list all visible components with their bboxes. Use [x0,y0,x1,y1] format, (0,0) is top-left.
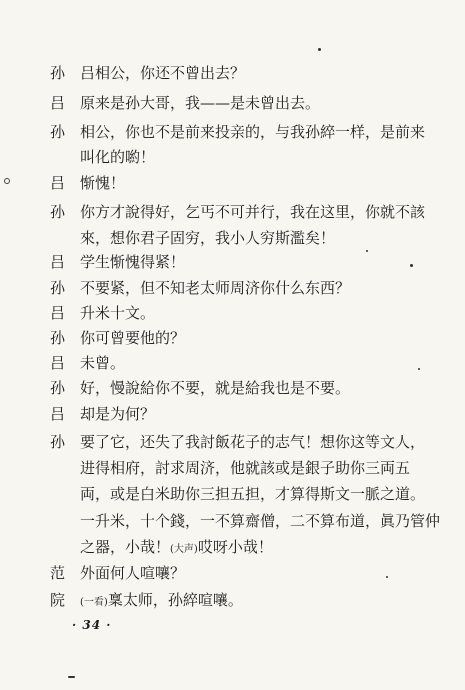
scan-speck [4,178,10,184]
speaker: 吕 [50,304,66,322]
speaker: 吕 [50,253,66,271]
scan-speck [418,368,420,370]
dialogue-line: 升米十文。 [80,304,156,322]
speaker: 孙 [50,379,66,397]
speaker: 吕 [50,94,66,112]
stage-direction: (一看) [80,597,108,608]
scan-speck [386,576,388,578]
speaker: 孙 [50,279,66,297]
dialogue-line: 叫化的喲！ [80,148,156,166]
dialogue-line: 却是为何？ [80,405,156,423]
scan-speck [410,264,413,267]
dialogue-line: 相公，你也不是前来投亲的，与我孙綷一样，是前来 [80,123,426,141]
scan-speck [318,48,321,51]
dialogue-fragment: 哎呀小哉！ [197,538,273,556]
stage-direction: (大声) [170,544,198,555]
scan-speck [68,676,75,678]
dialogue-line: 不要紧，但不知老太师周济你什么东西？ [80,279,351,297]
speaker: 孙 [50,433,66,451]
dialogue-line: 原来是孙大哥，我——是未曾出去。 [80,94,321,112]
dialogue-line: 要了它，还失了我討飯花子的志气！想你这等文人， [80,433,426,451]
dialogue-line: 进得相府，討求周济，他就該或是銀子助你三両五 [80,459,411,477]
speaker: 孙 [50,203,66,221]
speaker: 吕 [50,405,66,423]
page-number: · 34 · [72,618,112,632]
dialogue-line: 好，慢說給你不要，就是給我也是不要。 [80,379,351,397]
dialogue-line: 你可曾要他的？ [80,329,186,347]
dialogue-line [80,590,243,613]
speaker: 孙 [50,123,66,141]
dialogue-fragment: 之器，小哉！ [80,538,171,556]
scan-speck [366,250,368,252]
speaker: 孙 [50,64,66,82]
dialogue-line: 一升米，十个錢，一不算齋僧，二不算布道，眞乃管仲 [80,512,441,530]
dialogue-fragment: 稟太师，孙綷喧嚷。 [107,591,243,609]
dialogue-line: 惭愧！ [80,174,126,192]
dialogue-line: 両，或是白米助你三担五担，才算得斯文一脈之道。 [80,485,426,503]
speaker: 吕 [50,354,66,372]
dialogue-line [80,537,273,560]
speaker: 院 [50,591,66,609]
speaker: 吕 [50,174,66,192]
dialogue-line: 学生惭愧得紧！ [80,253,186,271]
dialogue-line: 外面何人喧嚷？ [80,564,186,582]
dialogue-line: 來，想你君子固穷，我小人穷斯濫矣！ [80,229,336,247]
dialogue-line: 你方才說得好，乞丐不可并行，我在这里，你就不該 [80,203,426,221]
dialogue-line: 吕相公，你还不曾出去？ [80,64,246,82]
speaker: 孙 [50,329,66,347]
speaker: 范 [50,564,66,582]
dialogue-line: 未曾。 [80,354,126,372]
